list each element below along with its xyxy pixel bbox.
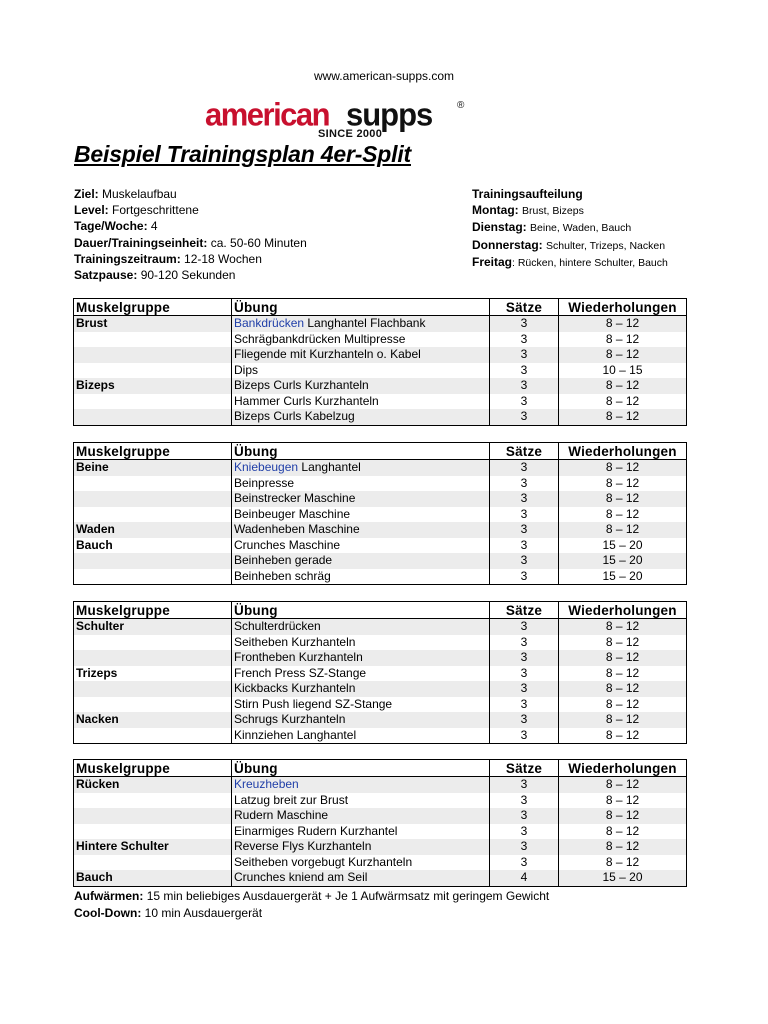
logo-graphic [205, 94, 485, 138]
sets-cell: 3 [490, 569, 559, 585]
header-saetze: Sätze [490, 760, 559, 777]
logo-word-supps: supps [346, 95, 433, 133]
training-split [472, 186, 668, 271]
reps-cell: 8 – 12 [559, 507, 687, 523]
muscle-group-cell: Brust [74, 316, 232, 332]
table-row [74, 808, 687, 824]
sets-cell: 3 [490, 635, 559, 651]
reps-cell: 8 – 12 [559, 793, 687, 809]
muscle-group-cell [74, 793, 232, 809]
exercise-cell [232, 316, 490, 332]
exercise-name: Beinstrecker Maschine [234, 491, 356, 505]
reps-cell: 8 – 12 [559, 476, 687, 492]
info-label: Tage/Woche: [74, 219, 148, 234]
header-saetze: Sätze [490, 299, 559, 316]
muscle-group-cell: Nacken [74, 712, 232, 728]
muscle-group-cell [74, 507, 232, 523]
reps-cell: 8 – 12 [559, 619, 687, 635]
table-row [74, 824, 687, 840]
exercise-cell [232, 839, 490, 855]
exercise-cell [232, 363, 490, 379]
exercise-cell [232, 650, 490, 666]
info-row [74, 251, 307, 267]
table-row [74, 712, 687, 728]
exercise-cell [232, 409, 490, 425]
sets-cell: 3 [490, 553, 559, 569]
sets-cell: 3 [490, 491, 559, 507]
sets-cell: 3 [490, 409, 559, 425]
reps-cell: 8 – 12 [559, 491, 687, 507]
table-row [74, 777, 687, 793]
table-row [74, 650, 687, 666]
exercise-name: Seitheben vorgebugt Kurzhanteln [234, 854, 413, 869]
exercise-cell [232, 507, 490, 523]
muscle-group-cell [74, 635, 232, 651]
sets-cell: 3 [490, 855, 559, 871]
sets-cell: 3 [490, 332, 559, 348]
sets-cell: 3 [490, 538, 559, 554]
table-row [74, 855, 687, 871]
sets-cell: 3 [490, 666, 559, 682]
exercise-cell [232, 697, 490, 713]
workout-table-day3 [73, 601, 687, 744]
reps-cell: 8 – 12 [559, 347, 687, 363]
exercise-name: Bizeps Curls Kabelzug [234, 409, 355, 423]
split-heading [472, 186, 668, 202]
reps-cell: 8 – 12 [559, 839, 687, 855]
exercise-name: Beinbeuger Maschine [234, 506, 351, 521]
muscle-group-cell [74, 728, 232, 744]
exercise-name: Langhantel [298, 460, 361, 474]
footer-row [74, 888, 549, 905]
muscle-group-cell: Bauch [74, 870, 232, 886]
exercise-cell [232, 394, 490, 410]
exercise-cell [232, 666, 490, 682]
exercise-cell [232, 870, 490, 886]
footer-label: Aufwärmen: [74, 889, 144, 903]
sets-cell: 3 [490, 378, 559, 394]
muscle-group-cell [74, 681, 232, 697]
exercise-name: Kickbacks Kurzhanteln [234, 681, 356, 695]
header-saetze: Sätze [490, 443, 559, 460]
info-value: Muskelaufbau [102, 187, 177, 201]
exercise-name: Seitheben Kurzhanteln [234, 634, 356, 649]
table-row [74, 460, 687, 476]
exercise-name: Langhantel Flachbank [304, 316, 426, 330]
reps-cell: 8 – 12 [559, 855, 687, 871]
exercise-name: Latzug breit zur Brust [234, 792, 349, 807]
table-row [74, 378, 687, 394]
muscle-group-cell [74, 332, 232, 348]
sets-cell: 4 [490, 870, 559, 886]
info-value: ca. 50-60 Minuten [210, 235, 307, 250]
info-row [74, 267, 307, 283]
reps-cell: 8 – 12 [559, 409, 687, 425]
exercise-link[interactable]: Kreuzheben [234, 777, 299, 791]
muscle-group-cell: Schulter [74, 619, 232, 635]
exercise-name: Wadenheben Maschine [234, 522, 360, 536]
table-row [74, 681, 687, 697]
day-label: Freitag [472, 254, 513, 269]
table-row [74, 347, 687, 363]
muscle-group-cell: Trizeps [74, 666, 232, 682]
header-saetze: Sätze [490, 602, 559, 619]
muscle-group-cell [74, 824, 232, 840]
table-row [74, 793, 687, 809]
sets-cell: 3 [490, 394, 559, 410]
header-wiederholungen: Wiederholungen [559, 760, 687, 777]
reps-cell: 8 – 12 [559, 666, 687, 682]
split-day [472, 202, 668, 219]
day-value: : Rücken, hintere Schulter, Bauch [512, 256, 668, 269]
info-value: 4 [150, 219, 158, 234]
table-row [74, 363, 687, 379]
muscle-group-cell [74, 476, 232, 492]
muscle-group-cell [74, 553, 232, 569]
day-label: Dienstag: [472, 220, 527, 235]
exercise-name: Fliegende mit Kurzhanteln o. Kabel [234, 347, 421, 361]
exercise-name: Schrugs Kurzhanteln [234, 712, 346, 726]
table-row [74, 619, 687, 635]
header-uebung: Übung [232, 760, 490, 777]
muscle-group-cell: Hintere Schulter [74, 839, 232, 855]
info-label: Dauer/Trainingseinheit: [74, 235, 208, 250]
muscle-group-cell [74, 394, 232, 410]
sets-cell: 3 [490, 808, 559, 824]
table-row [74, 666, 687, 682]
sets-cell: 3 [490, 777, 559, 793]
info-label: Trainingszeitraum: [74, 251, 181, 266]
day-label: Donnerstag: [472, 237, 543, 252]
exercise-cell [232, 378, 490, 394]
logo-word-american: american [205, 95, 330, 133]
exercise-cell [232, 347, 490, 363]
exercise-name: Schulterdrücken [234, 619, 321, 633]
registered-mark: ® [457, 100, 465, 111]
split-day [472, 219, 668, 236]
table-header-row [74, 443, 687, 460]
plan-info [74, 186, 307, 283]
reps-cell: 8 – 12 [559, 522, 687, 538]
split-day [472, 254, 668, 271]
info-row [74, 218, 307, 234]
footer-row [74, 905, 549, 922]
exercise-cell [232, 793, 490, 809]
sets-cell: 3 [490, 347, 559, 363]
exercise-name: Beinpresse [234, 475, 295, 490]
footer-label: Cool-Down: [74, 905, 142, 920]
footer-value: 10 min Ausdauergerät [144, 905, 263, 920]
exercise-name: Frontheben Kurzhanteln [234, 650, 363, 664]
table-row [74, 409, 687, 425]
sets-cell: 3 [490, 507, 559, 523]
muscle-group-cell: Bauch [74, 538, 232, 554]
reps-cell: 8 – 12 [559, 394, 687, 410]
info-row [74, 202, 307, 218]
table-row [74, 394, 687, 410]
muscle-group-cell [74, 363, 232, 379]
table-header-row [74, 760, 687, 777]
header-uebung: Übung [232, 443, 490, 460]
sets-cell: 3 [490, 476, 559, 492]
logo-since: SINCE 2000 [318, 128, 383, 138]
reps-cell: 8 – 12 [559, 712, 687, 728]
exercise-cell [232, 569, 490, 585]
sets-cell: 3 [490, 824, 559, 840]
exercise-name: Beinheben schräg [234, 568, 331, 583]
reps-cell: 8 – 12 [559, 316, 687, 332]
sets-cell: 3 [490, 316, 559, 332]
table-row [74, 635, 687, 651]
reps-cell: 8 – 12 [559, 460, 687, 476]
info-value: 12-18 Wochen [184, 251, 262, 266]
info-row [74, 235, 307, 251]
exercise-name: Einarmiges Rudern Kurzhantel [234, 823, 398, 838]
exercise-cell [232, 777, 490, 793]
muscle-group-cell [74, 855, 232, 871]
exercise-cell [232, 855, 490, 871]
header-uebung: Übung [232, 602, 490, 619]
table-row [74, 507, 687, 523]
header-muskelgruppe: Muskelgruppe [74, 299, 232, 316]
reps-cell: 15 – 20 [559, 538, 687, 554]
header-wiederholungen: Wiederholungen [559, 602, 687, 619]
exercise-cell [232, 712, 490, 728]
sets-cell: 3 [490, 793, 559, 809]
table-row [74, 538, 687, 554]
day-label: Montag: [472, 203, 519, 218]
split-day [472, 237, 668, 254]
exercise-name: Stirn Push liegend SZ-Stange [234, 696, 393, 711]
info-label: Ziel: [74, 187, 99, 201]
muscle-group-cell [74, 808, 232, 824]
muscle-group-cell [74, 409, 232, 425]
table-row [74, 697, 687, 713]
reps-cell: 15 – 20 [559, 553, 687, 569]
workout-table-day1 [73, 298, 687, 426]
exercise-name: Rudern Maschine [234, 808, 329, 822]
reps-cell: 10 – 15 [559, 363, 687, 379]
page-title: Beispiel Trainingsplan 4er-Split [74, 141, 411, 167]
exercise-cell [232, 460, 490, 476]
header-muskelgruppe: Muskelgruppe [74, 443, 232, 460]
exercise-link[interactable]: Kniebeugen [234, 460, 299, 474]
sets-cell: 3 [490, 460, 559, 476]
footer-value: 15 min beliebiges Ausdauergerät + Je 1 Aufwärmsatz mit geringem Gewicht [146, 889, 550, 903]
exercise-cell [232, 619, 490, 635]
table-row [74, 476, 687, 492]
exercise-name: Hammer Curls Kurzhanteln [234, 393, 379, 408]
brand-logo [205, 94, 485, 138]
info-label: Level: [74, 203, 109, 218]
reps-cell: 8 – 12 [559, 378, 687, 394]
table-row [74, 839, 687, 855]
header-wiederholungen: Wiederholungen [559, 443, 687, 460]
table-row [74, 553, 687, 569]
table-row [74, 870, 687, 886]
sets-cell: 3 [490, 712, 559, 728]
exercise-cell [232, 553, 490, 569]
exercise-name: French Press SZ-Stange [234, 665, 367, 680]
day-value: Brust, Bizeps [522, 205, 584, 218]
table-row [74, 332, 687, 348]
split-heading-text: Trainingsaufteilung [472, 187, 583, 201]
exercise-name: Crunches Maschine [234, 537, 341, 552]
table-header-row [74, 602, 687, 619]
muscle-group-cell [74, 697, 232, 713]
reps-cell: 15 – 20 [559, 870, 687, 886]
reps-cell: 8 – 12 [559, 332, 687, 348]
exercise-name: Reverse Flys Kurzhanteln [234, 839, 372, 853]
exercise-cell [232, 728, 490, 744]
header-muskelgruppe: Muskelgruppe [74, 760, 232, 777]
table-row [74, 316, 687, 332]
sets-cell: 3 [490, 697, 559, 713]
table-row [74, 522, 687, 538]
day-value: Schulter, Trizeps, Nacken [546, 239, 666, 252]
header-uebung: Übung [232, 299, 490, 316]
exercise-name: Dips [234, 362, 259, 377]
exercise-cell [232, 824, 490, 840]
table-row [74, 569, 687, 585]
reps-cell: 8 – 12 [559, 681, 687, 697]
reps-cell: 8 – 12 [559, 824, 687, 840]
muscle-group-cell [74, 347, 232, 363]
sets-cell: 3 [490, 650, 559, 666]
day-value: Beine, Waden, Bauch [530, 222, 632, 235]
muscle-group-cell [74, 650, 232, 666]
exercise-cell [232, 522, 490, 538]
info-row [74, 186, 307, 202]
header-wiederholungen: Wiederholungen [559, 299, 687, 316]
muscle-group-cell [74, 569, 232, 585]
exercise-cell [232, 332, 490, 348]
workout-table-day2 [73, 442, 687, 585]
muscle-group-cell [74, 491, 232, 507]
exercise-name: Bizeps Curls Kurzhanteln [234, 378, 369, 392]
sets-cell: 3 [490, 839, 559, 855]
reps-cell: 15 – 20 [559, 569, 687, 585]
muscle-group-cell: Bizeps [74, 378, 232, 394]
workout-table-day4 [73, 759, 687, 887]
exercise-name: Schrägbankdrücken Multipresse [234, 331, 406, 346]
exercise-cell [232, 538, 490, 554]
muscle-group-cell: Waden [74, 522, 232, 538]
reps-cell: 8 – 12 [559, 635, 687, 651]
exercise-cell [232, 476, 490, 492]
exercise-cell [232, 491, 490, 507]
exercise-cell [232, 635, 490, 651]
reps-cell: 8 – 12 [559, 808, 687, 824]
exercise-link[interactable]: Bankdrücken [234, 316, 305, 330]
table-header-row [74, 299, 687, 316]
exercise-cell [232, 681, 490, 697]
sets-cell: 3 [490, 363, 559, 379]
website-url[interactable]: www.american-supps.com [313, 69, 455, 83]
sets-cell: 3 [490, 681, 559, 697]
table-row [74, 491, 687, 507]
sets-cell: 3 [490, 619, 559, 635]
header-muskelgruppe: Muskelgruppe [74, 602, 232, 619]
reps-cell: 8 – 12 [559, 650, 687, 666]
info-value: 90-120 Sekunden [140, 268, 236, 283]
reps-cell: 8 – 12 [559, 728, 687, 744]
info-value: Fortgeschrittene [112, 203, 199, 218]
exercise-name: Crunches kniend am Seil [234, 870, 368, 884]
footer-notes [74, 888, 549, 921]
info-label: Satzpause: [74, 268, 138, 283]
table-row [74, 728, 687, 744]
exercise-name: Kinnziehen Langhantel [234, 727, 357, 742]
muscle-group-cell: Rücken [74, 777, 232, 793]
muscle-group-cell: Beine [74, 460, 232, 476]
reps-cell: 8 – 12 [559, 777, 687, 793]
exercise-cell [232, 808, 490, 824]
reps-cell: 8 – 12 [559, 697, 687, 713]
sets-cell: 3 [490, 728, 559, 744]
exercise-name: Beinheben gerade [234, 553, 333, 567]
sets-cell: 3 [490, 522, 559, 538]
